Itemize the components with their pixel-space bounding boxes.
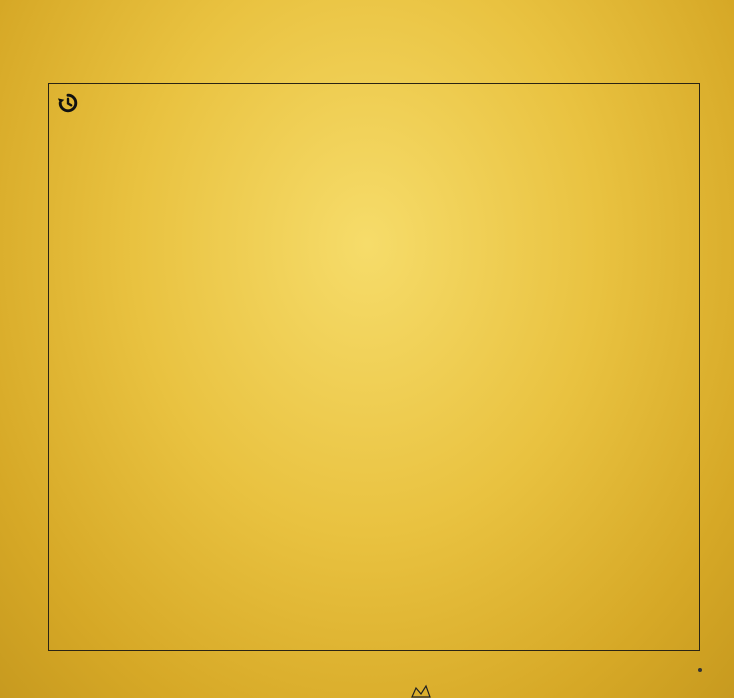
price-table [48, 83, 700, 651]
footnote [690, 662, 702, 676]
bullet-icon [698, 668, 702, 672]
last-update [49, 84, 699, 122]
refresh-icon [57, 92, 79, 114]
logo-icon [410, 684, 432, 698]
